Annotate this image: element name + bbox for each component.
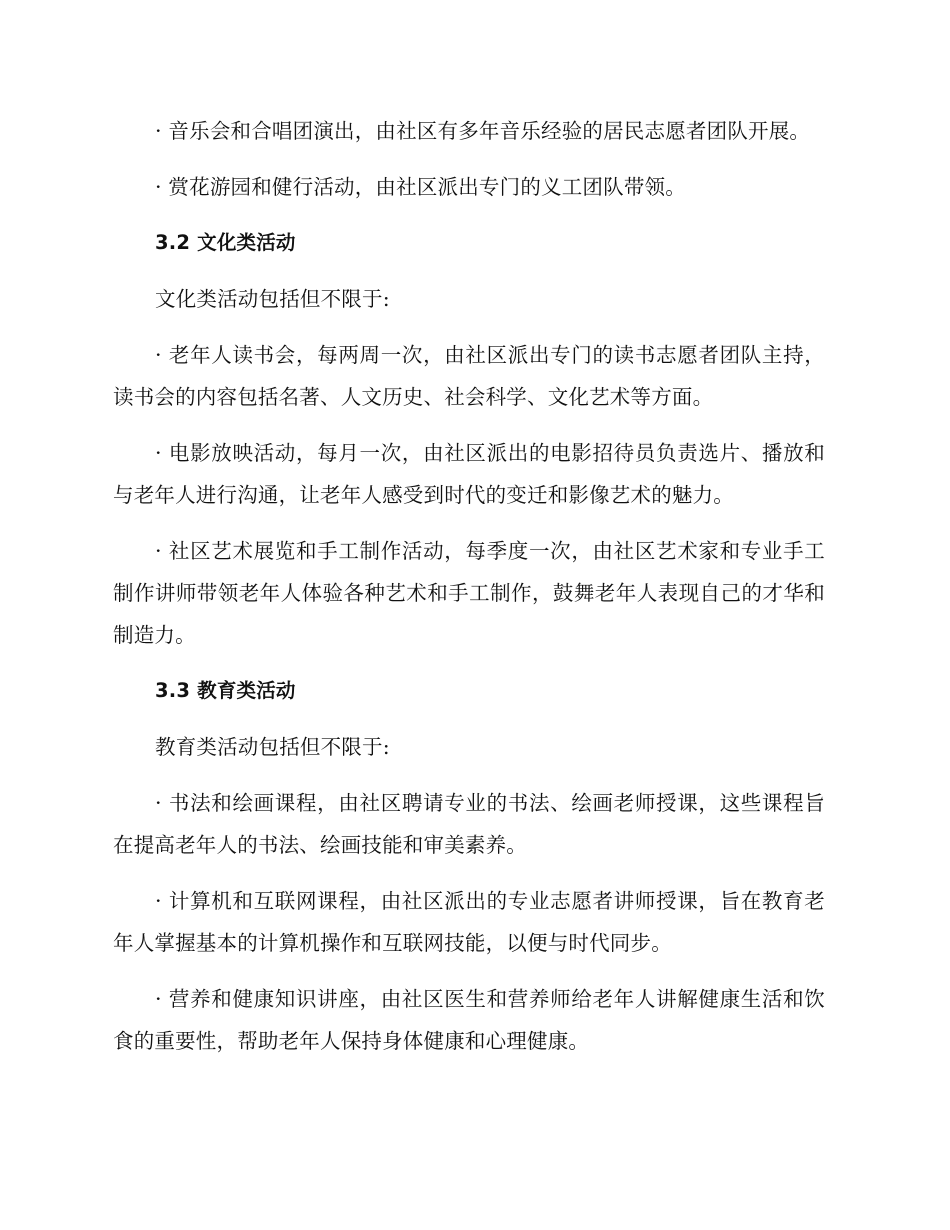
document-body bbox=[113, 110, 825, 1062]
section-intro-cultural: 文化类活动包括但不限于: bbox=[155, 287, 390, 311]
section-intro-education: 教育类活动包括但不限于: bbox=[155, 735, 390, 759]
list-item-art-exhibition: · 社区艺术展览和手工制作活动，每季度一次，由社区艺术家和专业手工制作讲师带领老年人体验各种艺术和手工制作，鼓舞老年人表现自己的才华和制造力。 bbox=[113, 539, 825, 647]
list-item-movie-screening: · 电影放映活动，每月一次，由社区派出的电影招待员负责选片、播放和与老年人进行沟通，让老年人感受到时代的变迁和影像艺术的魅力。 bbox=[113, 441, 825, 507]
list-item-calligraphy-course: · 书法和绘画课程，由社区聘请专业的书法、绘画老师授课，这些课程旨在提高老年人的书法、绘画技能和审美素养。 bbox=[113, 791, 825, 857]
list-item-reading-club: · 老年人读书会，每两周一次，由社区派出专门的读书志愿者团队主持，读书会的内容包括名著、人文历史、社会科学、文化艺术等方面。 bbox=[113, 343, 825, 409]
list-item-health-lecture: · 营养和健康知识讲座，由社区医生和营养师给老年人讲解健康生活和饮食的重要性，帮助老年人保持身体健康和心理健康。 bbox=[113, 987, 825, 1053]
list-item-concert: · 音乐会和合唱团演出，由社区有多年音乐经验的居民志愿者团队开展。 bbox=[155, 119, 811, 143]
section-heading-education: 3.3 教育类活动 bbox=[155, 679, 296, 702]
list-item-flower-tour: · 赏花游园和健行活动，由社区派出专门的义工团队带领。 bbox=[155, 175, 686, 199]
section-heading-cultural: 3.2 文化类活动 bbox=[155, 231, 296, 254]
list-item-computer-course: · 计算机和互联网课程，由社区派出的专业志愿者讲师授课，旨在教育老年人掌握基本的计算机操作和互联网技能，以便与时代同步。 bbox=[113, 889, 825, 955]
